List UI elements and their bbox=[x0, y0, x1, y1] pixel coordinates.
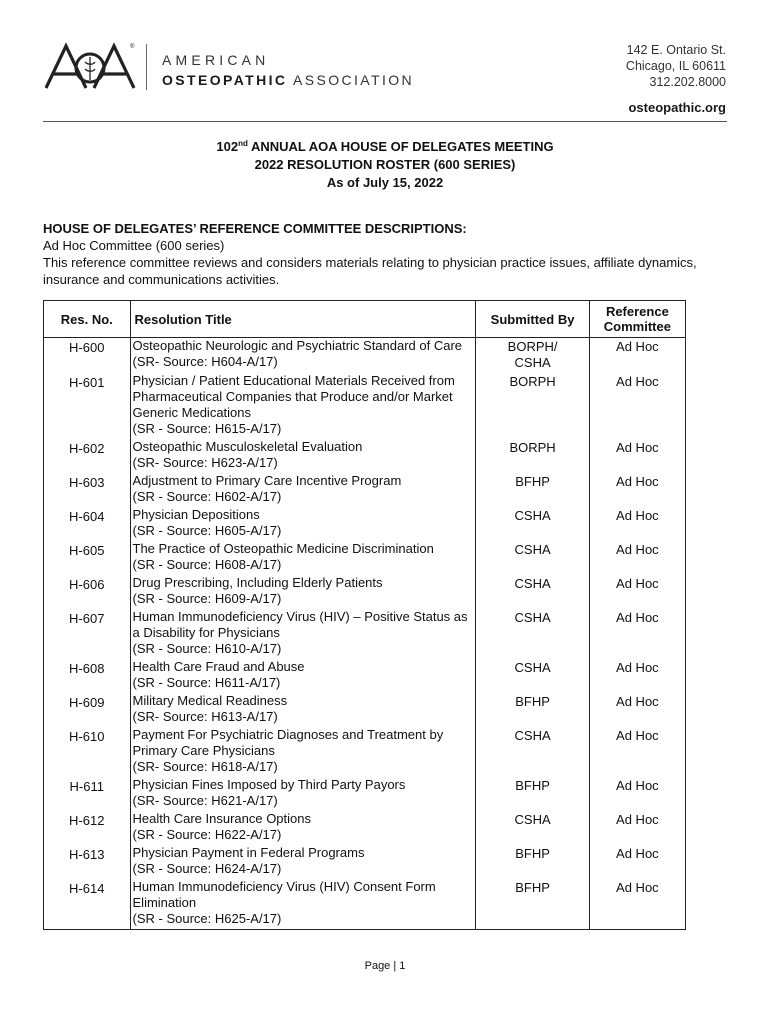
res-no-cell: H-608 bbox=[44, 659, 131, 693]
header-reference-committee bbox=[589, 301, 685, 338]
organization-name bbox=[162, 50, 414, 90]
res-no-cell: H-600 bbox=[44, 338, 131, 374]
title-line-2: 2022 RESOLUTION ROSTER (600 SERIES) bbox=[254, 157, 516, 172]
reference-committee-cell: Ad Hoc bbox=[589, 609, 685, 659]
reference-committee-cell: Ad Hoc bbox=[589, 845, 685, 879]
resolution-title-line: (SR- Source: H613-A/17) bbox=[132, 709, 278, 724]
resolution-title-line: Drug Prescribing, Including Elderly Patients bbox=[132, 575, 383, 590]
resolution-title-line: Physician Depositions bbox=[132, 507, 260, 522]
submitted-by-cell: CSHA bbox=[476, 659, 589, 693]
table-row bbox=[44, 609, 686, 659]
submitted-by-cell: BORPH/ CSHA bbox=[476, 338, 589, 374]
submitted-by-cell: CSHA bbox=[476, 811, 589, 845]
res-no-cell: H-610 bbox=[44, 727, 131, 777]
resolution-title-cell bbox=[130, 879, 476, 930]
res-no-cell: H-614 bbox=[44, 879, 131, 930]
resolution-title-line: Generic Medications bbox=[132, 405, 252, 420]
aoa-logo bbox=[44, 42, 136, 92]
address-block bbox=[626, 42, 726, 90]
res-no-cell: H-602 bbox=[44, 439, 131, 473]
document-title bbox=[0, 138, 770, 192]
resolution-title-line: The Practice of Osteopathic Medicine Discrimination bbox=[132, 541, 434, 556]
resolution-title-line: Pharmaceutical Companies that Produce and/or Market bbox=[132, 389, 453, 404]
resolution-title-cell bbox=[130, 439, 476, 473]
table-row bbox=[44, 473, 686, 507]
resolution-title-cell bbox=[130, 845, 476, 879]
title-ordinal: nd bbox=[238, 139, 248, 148]
resolution-title-line: Physician Payment in Federal Programs bbox=[132, 845, 365, 860]
resolution-title-line: (SR - Source: H609-A/17) bbox=[132, 591, 282, 606]
reference-committee-cell: Ad Hoc bbox=[589, 693, 685, 727]
resolution-title-line: (SR - Source: H622-A/17) bbox=[132, 827, 282, 842]
resolution-title-line: Human Immunodeficiency Virus (HIV) Consent Form bbox=[132, 879, 436, 894]
submitted-by-cell: BFHP bbox=[476, 879, 589, 930]
submitted-by-cell: CSHA bbox=[476, 727, 589, 777]
resolution-title-line: (SR- Source: H621-A/17) bbox=[132, 793, 278, 808]
submitted-by-cell: CSHA bbox=[476, 609, 589, 659]
submitted-by-cell: BFHP bbox=[476, 845, 589, 879]
resolution-title-line: (SR - Source: H611-A/17) bbox=[132, 675, 281, 690]
submitted-by-cell: BORPH bbox=[476, 373, 589, 439]
table-row bbox=[44, 541, 686, 575]
resolution-title-line: Elimination bbox=[132, 895, 197, 910]
reference-committee-cell: Ad Hoc bbox=[589, 727, 685, 777]
resolution-title-line: (SR- Source: H604-A/17) bbox=[132, 354, 278, 369]
resolution-title-line: (SR- Source: H618-A/17) bbox=[132, 759, 278, 774]
resolution-title-cell bbox=[130, 811, 476, 845]
resolution-title-line: (SR - Source: H602-A/17) bbox=[132, 489, 282, 504]
resolution-title-line: Military Medical Readiness bbox=[132, 693, 288, 708]
resolution-title-line: Payment For Psychiatric Diagnoses and Treatment by bbox=[132, 727, 444, 742]
res-no-cell: H-611 bbox=[44, 777, 131, 811]
table-row bbox=[44, 693, 686, 727]
res-no-cell: H-612 bbox=[44, 811, 131, 845]
header-ref-line-1: Reference bbox=[605, 304, 669, 319]
reference-committee-cell: Ad Hoc bbox=[589, 473, 685, 507]
resolution-title-line: Osteopathic Musculoskeletal Evaluation bbox=[132, 439, 363, 454]
resolution-title-cell bbox=[130, 727, 476, 777]
table-row bbox=[44, 879, 686, 930]
reference-committee-cell: Ad Hoc bbox=[589, 811, 685, 845]
title-line-3: As of July 15, 2022 bbox=[326, 175, 444, 190]
reference-committee-cell: Ad Hoc bbox=[589, 659, 685, 693]
reference-committee-cell: Ad Hoc bbox=[589, 879, 685, 930]
resolution-title-line: Primary Care Physicians bbox=[132, 743, 275, 758]
resolution-title-line: (SR - Source: H610-A/17) bbox=[132, 641, 282, 656]
table-row bbox=[44, 659, 686, 693]
table-row bbox=[44, 439, 686, 473]
address-street: 142 E. Ontario St. bbox=[626, 43, 726, 57]
reference-committee-cell: Ad Hoc bbox=[589, 777, 685, 811]
resolution-title-cell bbox=[130, 659, 476, 693]
table-row bbox=[44, 845, 686, 879]
res-no-cell: H-613 bbox=[44, 845, 131, 879]
org-line-2 bbox=[162, 70, 414, 90]
resolution-title-line: Health Care Fraud and Abuse bbox=[132, 659, 305, 674]
resolution-title-cell bbox=[130, 507, 476, 541]
reference-committee-cell: Ad Hoc bbox=[589, 373, 685, 439]
submitted-by-cell: BFHP bbox=[476, 777, 589, 811]
res-no-cell: H-603 bbox=[44, 473, 131, 507]
resolution-title-line: Physician Fines Imposed by Third Party Payors bbox=[132, 777, 406, 792]
header-resolution-title: Resolution Title bbox=[130, 301, 476, 338]
address-phone: 312.202.8000 bbox=[649, 75, 726, 89]
resolution-roster-table bbox=[43, 300, 686, 930]
resolution-title-line: Physician / Patient Educational Materials Received from bbox=[132, 373, 455, 388]
page-number: Page | 1 bbox=[364, 960, 406, 972]
table-row bbox=[44, 777, 686, 811]
reference-committee-cell: Ad Hoc bbox=[589, 439, 685, 473]
resolution-title-cell bbox=[130, 473, 476, 507]
resolution-title-cell bbox=[130, 609, 476, 659]
submitted-by-cell: CSHA bbox=[476, 507, 589, 541]
letterhead-divider bbox=[146, 44, 147, 90]
res-no-cell: H-601 bbox=[44, 373, 131, 439]
table-header-row bbox=[44, 301, 686, 338]
resolution-title-cell bbox=[130, 541, 476, 575]
resolution-title-line: (SR - Source: H605-A/17) bbox=[132, 523, 282, 538]
resolution-title-cell bbox=[130, 693, 476, 727]
res-no-cell: H-604 bbox=[44, 507, 131, 541]
org-name-rest: ASSOCIATION bbox=[292, 72, 415, 88]
res-no-cell: H-607 bbox=[44, 609, 131, 659]
website-link[interactable]: osteopathic.org bbox=[628, 100, 726, 115]
resolution-title-line: Adjustment to Primary Care Incentive Program bbox=[132, 473, 402, 488]
resolution-title-line: Osteopathic Neurologic and Psychiatric Standard of Care bbox=[132, 338, 463, 353]
resolution-title-line: (SR - Source: H625-A/17) bbox=[132, 911, 282, 926]
address-city: Chicago, IL 60611 bbox=[625, 59, 726, 73]
svg-text:®: ® bbox=[130, 44, 135, 50]
title-text: ANNUAL AOA HOUSE OF DELEGATES MEETING bbox=[247, 139, 554, 154]
table-row bbox=[44, 338, 686, 374]
title-number: 102 bbox=[216, 139, 239, 154]
title-line-1 bbox=[0, 138, 770, 156]
reference-committee-cell: Ad Hoc bbox=[589, 541, 685, 575]
submitted-by-cell: CSHA bbox=[476, 575, 589, 609]
submitted-by-cell: CSHA bbox=[476, 541, 589, 575]
header-res-no: Res. No. bbox=[44, 301, 131, 338]
table-row bbox=[44, 507, 686, 541]
resolution-title-line: Health Care Insurance Options bbox=[132, 811, 311, 826]
reference-committee-cell: Ad Hoc bbox=[589, 507, 685, 541]
resolution-title-cell bbox=[130, 575, 476, 609]
resolution-title-line: Human Immunodeficiency Virus (HIV) – Positive Status as bbox=[132, 609, 468, 624]
reference-committee-cell: Ad Hoc bbox=[589, 338, 685, 374]
table-row bbox=[44, 373, 686, 439]
submitted-by-cell: BFHP bbox=[476, 693, 589, 727]
resolution-title-line: (SR - Source: H608-A/17) bbox=[132, 557, 282, 572]
resolution-title-cell bbox=[130, 777, 476, 811]
res-no-cell: H-609 bbox=[44, 693, 131, 727]
committee-description bbox=[43, 220, 733, 288]
resolution-title-cell bbox=[130, 373, 476, 439]
section-heading: HOUSE OF DELEGATES’ REFERENCE COMMITTEE DESCRIPTIONS: bbox=[43, 221, 467, 236]
org-name-bold: OSTEOPATHIC bbox=[162, 72, 288, 88]
submitted-by-cell: BORPH bbox=[476, 439, 589, 473]
reference-committee-cell: Ad Hoc bbox=[589, 575, 685, 609]
res-no-cell: H-605 bbox=[44, 541, 131, 575]
table-row bbox=[44, 811, 686, 845]
committee-description-text: This reference committee reviews and considers materials relating to physician practice issues, affiliate dynamics, insurance and communications activities. bbox=[43, 255, 697, 287]
resolution-title-line: (SR- Source: H623-A/17) bbox=[132, 455, 278, 470]
res-no-cell: H-606 bbox=[44, 575, 131, 609]
committee-name: Ad Hoc Committee (600 series) bbox=[43, 238, 225, 253]
header-ref-line-2: Committee bbox=[603, 319, 671, 334]
header-submitted-by: Submitted By bbox=[476, 301, 589, 338]
header-rule bbox=[43, 121, 727, 122]
resolution-title-line: a Disability for Physicians bbox=[132, 625, 280, 640]
resolution-title-line: (SR - Source: H615-A/17) bbox=[132, 421, 282, 436]
org-line-1: AMERICAN bbox=[162, 52, 270, 68]
submitted-by-cell: BFHP bbox=[476, 473, 589, 507]
table-row bbox=[44, 575, 686, 609]
resolution-title-line: (SR - Source: H624-A/17) bbox=[132, 861, 282, 876]
table-body bbox=[44, 338, 686, 930]
resolution-title-cell bbox=[130, 338, 476, 374]
table-row bbox=[44, 727, 686, 777]
